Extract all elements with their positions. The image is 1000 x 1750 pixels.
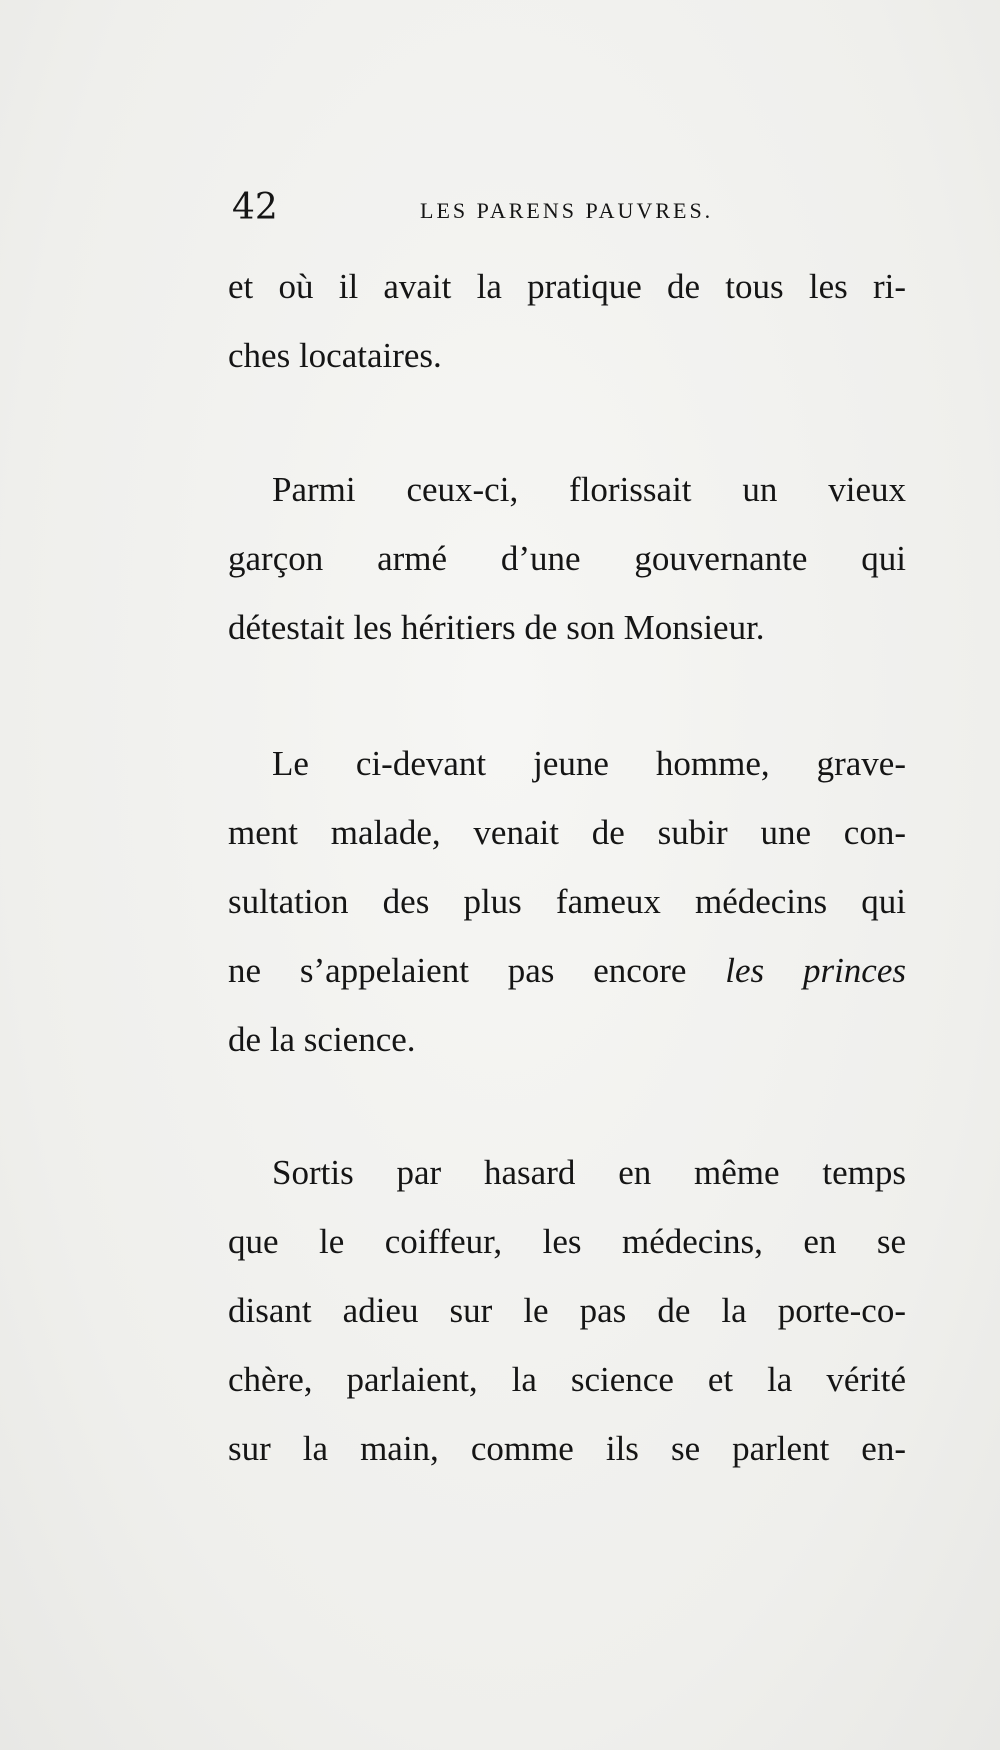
text-line: garçon armé d’une gouvernante qui	[228, 539, 906, 578]
paragraph-4	[228, 1138, 906, 1483]
page-number: 42	[232, 187, 278, 228]
text-line: ches locataires.	[228, 336, 442, 375]
italic-phrase: les princes	[725, 951, 906, 990]
text-line: détestait les héritiers de son Monsieur.	[228, 608, 765, 647]
paragraph-3	[228, 729, 906, 1074]
text-line: de la science.	[228, 1020, 416, 1059]
text-line: chère, parlaient, la science et la vérité	[228, 1360, 906, 1399]
text-line: ment malade, venait de subir une con-	[228, 813, 906, 852]
paragraph-1	[228, 252, 906, 390]
text-line: que le coiffeur, les médecins, en se	[228, 1222, 906, 1261]
text-line: sultation des plus fameux médecins qui	[228, 882, 906, 921]
text-line: disant adieu sur le pas de la porte-co-	[228, 1291, 906, 1330]
text-line: Parmi ceux-ci, florissait un vieux	[272, 470, 906, 509]
running-title: LES PARENS PAUVRES.	[420, 198, 714, 223]
text-line: Sortis par hasard en même temps	[272, 1153, 906, 1192]
running-head	[232, 188, 752, 228]
text-line: sur la main, comme ils se parlent en-	[228, 1429, 906, 1468]
text-line: Le ci-devant jeune homme, grave-	[272, 744, 906, 783]
text-line-with-italic	[228, 936, 906, 1005]
text-line: et où il avait la pratique de tous les ri-	[228, 267, 906, 306]
text-segment: ne s’appelaient pas encore	[228, 951, 726, 990]
paragraph-2	[228, 455, 906, 662]
